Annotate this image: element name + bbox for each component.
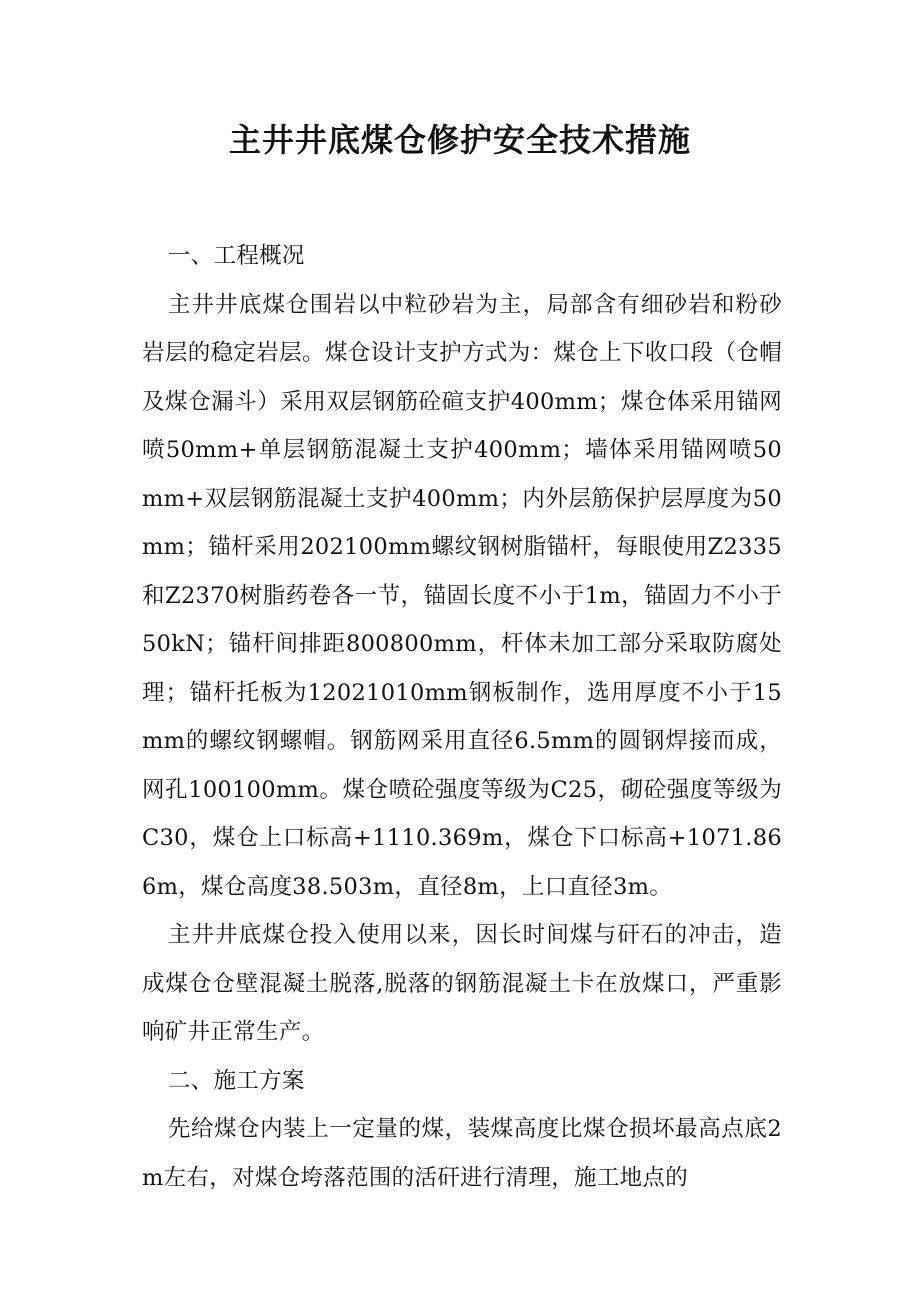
section-heading-plan: 二、施工方案 bbox=[167, 1067, 305, 1094]
paragraph-overview-1: 主井井底煤仓围岩以中粒砂岩为主，局部含有细砂岩和粉砂岩层的稳定岩层。煤仓设计支护方式为：煤仓上下收口段（仓帽及煤仓漏斗）采用双层钢筋砼碹支护400mm；煤仓体采用锚网喷50mm+单层钢筋混凝土支护400mm；墙体采用锚网喷50mm+双层钢筋混凝土支护400mm；内外层筋保护层厚度为50mm；锚杆采用202100mm螺纹钢树脂锚杆，每眼使用Z2335和Z2370树脂药卷各一节，锚固长度不小于1m，锚固力不小于50kN；锚杆间排距800800mm，杆体未加工部分采取防腐处理；锚杆托板为12021010mm钢板制作，选用厚度不小于15mm的螺纹钢螺帽。钢筋网采用直径6.5mm的圆钢焊接而成，网孔100100mm。煤仓喷砼强度等级为C25，砌砼强度等级为C30，煤仓上口标高+1110.369m，煤仓下口标高+1071.866m，煤仓高度38.503m，直径8m，上口直径3m。 bbox=[142, 291, 782, 900]
section-heading-overview: 一、工程概况 bbox=[167, 243, 305, 269]
paragraph-plan-1: 先给煤仓内装上一定量的煤，装煤高度比煤仓损坏最高点底2m左右，对煤仓垮落范围的活矸进行清理，施工地点的 bbox=[142, 1116, 782, 1191]
document-body bbox=[142, 232, 782, 1202]
paragraph-overview-2: 主井井底煤仓投入使用以来，因长时间煤与矸石的冲击，造成煤仓仓壁混凝土脱落,脱落的钢筋混凝土卡在放煤口，严重影响矿井正常生产。 bbox=[142, 922, 782, 1045]
document-title: 主井井底煤仓修护安全技术措施 bbox=[228, 121, 691, 159]
